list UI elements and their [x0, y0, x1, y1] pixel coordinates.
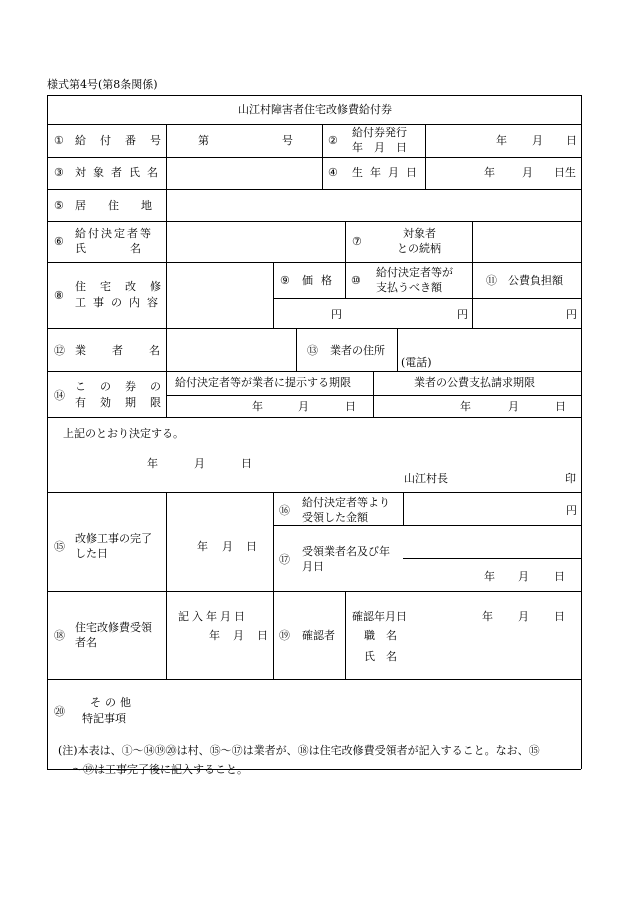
date-day: 日	[566, 134, 577, 147]
decision-text: 上記のとおり決定する。	[63, 427, 184, 440]
date-day: 日	[554, 570, 565, 583]
label-price: 価格	[302, 274, 340, 287]
footnote-2: 〜⑲は工事完了後に記入すること。	[72, 763, 248, 776]
item-number: ⑱	[54, 629, 65, 642]
mayor-label: 山江村長	[404, 472, 448, 485]
label-validity: この券の	[75, 380, 175, 393]
date-year: 年	[484, 570, 495, 583]
item-number: ⑤	[54, 199, 64, 212]
label-contractor-address: 業者の住所	[330, 344, 385, 357]
label-relation-2: との続柄	[397, 242, 441, 255]
label-issue-date-2: 年 月 日	[352, 141, 407, 154]
text-dai: 第	[198, 134, 209, 147]
label-recipient: 住宅改修費受領	[75, 621, 152, 634]
yen-unit: 円	[566, 504, 577, 517]
item-number: ⑬	[307, 344, 318, 357]
date-day: 日	[555, 400, 566, 413]
label-issue-date: 給付券発行	[352, 126, 407, 139]
date-year: 年	[496, 134, 507, 147]
item-number: ⑮	[54, 540, 65, 553]
item-number: ①	[54, 134, 64, 147]
date-year: 年	[460, 400, 471, 413]
date-year: 年	[197, 540, 208, 553]
label-validity-2: 有効期限	[75, 396, 175, 409]
date-day-birth: 日生	[554, 166, 576, 179]
date-year: 年	[484, 166, 495, 179]
label-completion-date: 改修工事の完了	[75, 532, 152, 545]
label-special-notes: 特記事項	[82, 712, 126, 725]
date-day: 日	[241, 457, 252, 470]
label-decided-person: 給付決定者等	[75, 227, 153, 240]
label-confirmer: 確認者	[302, 629, 335, 642]
item-number: ⑲	[279, 629, 290, 642]
item-number: ②	[328, 134, 338, 147]
label-construction: 住宅改修	[75, 280, 175, 293]
item-number: ⑯	[279, 504, 290, 517]
yen-unit: 円	[566, 308, 577, 321]
label-recipient-2: 者名	[75, 636, 97, 649]
item-number: ⑨	[280, 274, 290, 287]
yen-unit: 円	[331, 308, 342, 321]
item-number: ⑩	[351, 274, 361, 287]
date-month: 月	[508, 400, 519, 413]
date-day: 日	[345, 400, 356, 413]
label-birth-date: 生年月日	[352, 166, 424, 179]
date-year: 年	[252, 400, 263, 413]
label-received-amount: 給付決定者等より	[302, 496, 390, 509]
label-residence: 居住地	[75, 199, 174, 212]
label-name: 氏 名	[364, 650, 397, 663]
label-received-amount-2: 受領した金額	[302, 511, 368, 524]
date-month: 月	[222, 540, 233, 553]
label-receiver-contractor: 受領業者名及び年	[302, 545, 390, 558]
date-month: 月	[532, 134, 543, 147]
date-year: 年	[482, 610, 493, 623]
form-title: 山江村障害者住宅改修費給付券	[238, 103, 392, 116]
form-number: 様式第4号(第8条関係)	[47, 78, 158, 91]
date-month: 月	[522, 166, 533, 179]
footnote: (注)本表は、①〜⑭⑲⑳は村、⑮〜⑰は業者が、⑱は住宅改修費受領者が記入すること。なお、⑮	[58, 744, 540, 757]
label-contractor: 業者名	[75, 344, 186, 357]
label-payable-2: 支払うべき額	[376, 281, 442, 294]
label-public-burden: 公費負担額	[508, 274, 563, 287]
item-number: ⑰	[279, 553, 290, 566]
item-number: ⑪	[486, 274, 497, 287]
yen-unit: 円	[457, 308, 468, 321]
seal-mark: 印	[565, 472, 576, 485]
date-day: 日	[257, 629, 268, 642]
label-payable: 給付決定者等が	[376, 266, 453, 279]
date-day: 日	[554, 610, 565, 623]
text-go: 号	[282, 134, 293, 147]
label-decided-person-2: 氏 名	[75, 242, 141, 255]
item-number: ④	[328, 166, 338, 179]
date-month: 月	[233, 629, 244, 642]
head-claim-deadline: 業者の公費支払請求期限	[414, 376, 535, 389]
item-number: ⑳	[54, 705, 65, 718]
date-day: 日	[246, 540, 257, 553]
date-month: 月	[298, 400, 309, 413]
date-month: 月	[518, 570, 529, 583]
head-present-deadline: 給付決定者等が業者に提示する期限	[175, 376, 351, 389]
date-month: 月	[194, 457, 205, 470]
item-number: ⑫	[54, 344, 65, 357]
label-post: 職 名	[364, 629, 397, 642]
label-completion-date-2: した日	[75, 547, 108, 560]
label-construction-2: 工事の内容	[75, 296, 165, 309]
item-number: ③	[54, 166, 64, 179]
date-year: 年	[209, 629, 220, 642]
item-number: ⑥	[54, 235, 64, 248]
item-number: ⑧	[54, 289, 64, 302]
label-other: その他	[90, 696, 135, 709]
label-payment-number: 給付番号	[75, 134, 175, 147]
label-subject-name: 対象者氏名	[75, 166, 165, 179]
date-year: 年	[147, 457, 158, 470]
phone-label: (電話)	[401, 356, 432, 369]
label-relation: 対象者	[403, 227, 436, 240]
label-confirm-date: 確認年月日	[352, 610, 407, 623]
item-number: ⑭	[54, 389, 65, 402]
item-number: ⑦	[352, 235, 362, 248]
label-entry-date: 記入年月日	[178, 610, 248, 623]
date-month: 月	[518, 610, 529, 623]
label-receiver-contractor-2: 月日	[302, 560, 324, 573]
